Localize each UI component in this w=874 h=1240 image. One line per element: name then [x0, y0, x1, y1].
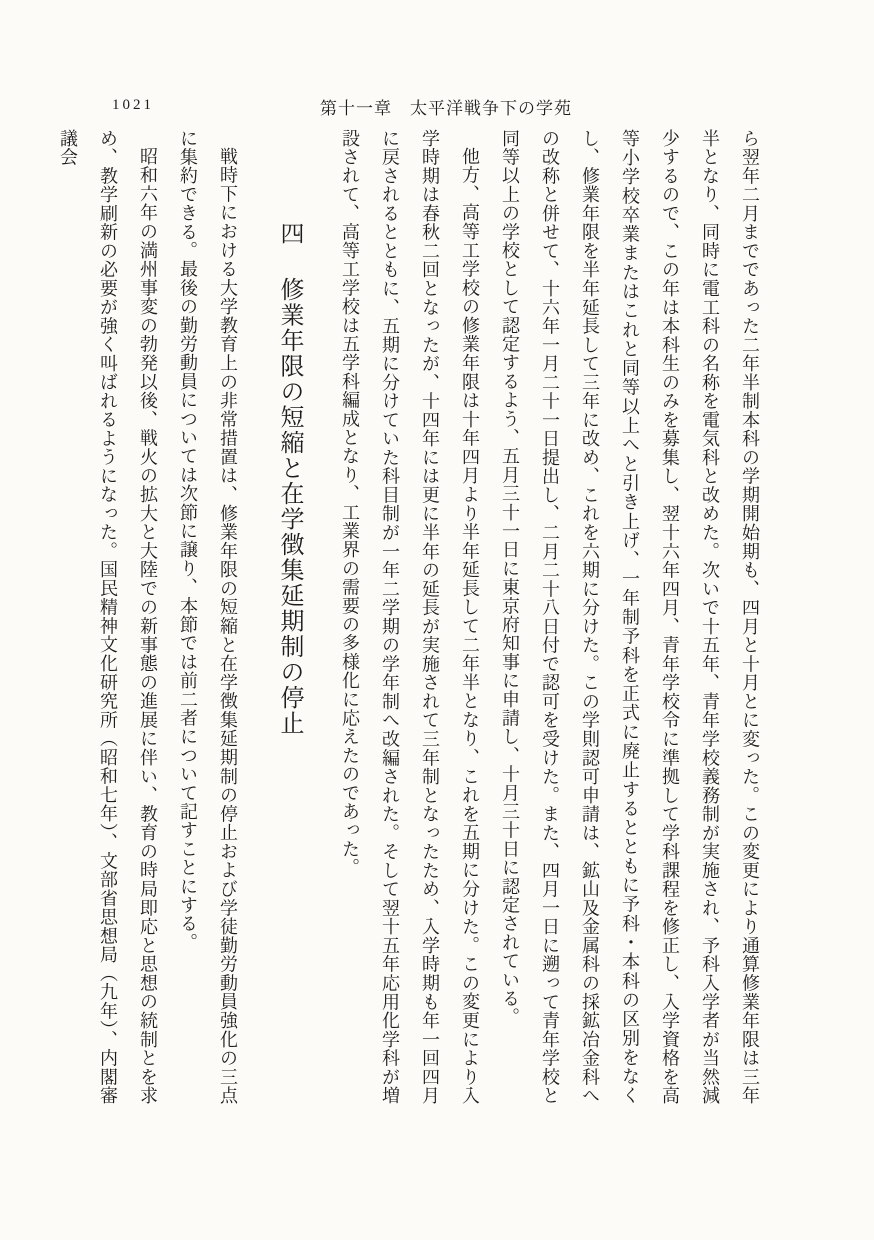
running-header-chapter-title: 第十一章 太平洋戦争下の学苑 [320, 99, 572, 118]
section-title: 修業年限の短縮と在学徴集延期制の停止 [276, 276, 302, 736]
paragraph-koto-kogakko: 他方、高等工学校の修業年限は十年四月より半年延長して二年半となり、これを五期に分けた。この変更により入学時期は春秋二回となったが、十四年には更に半年の延長が実施されて三年制となったため、入学時期も年一回四月に戻されるとともに、五期に分けていた科目制が一年二学期の学年制へ改編された。そして翌十五年応用化学科が増設されて、高等工学校は五学科編成となり、工業界の需要の多様化に応えたのであった。 [340, 129, 480, 1105]
section-heading [266, 129, 312, 1105]
page-number: 1021 [112, 97, 154, 113]
vertical-body-text [48, 129, 770, 1105]
paragraph-senjika: 戦時下における大学教育上の非常措置は、修業年限の短縮と在学徴集延期制の停止および学徒勤労動員強化の三点に集約できる。最後の勤労動員については次節に譲り、本節では前二者について記すことにする。 [178, 129, 238, 1105]
paragraph-showa6: 昭和六年の満州事変の勃発以後、戦火の拡大と大陸での新事態の進展に伴い、教育の時局即応と思想の統制とを求め、教学刷新の必要が強く叫ばれるようになった。国民精神文化研究所（昭和七年）、文部省思想局（九年）、内閣審議会 [58, 129, 158, 1105]
section-number: 四 [276, 221, 302, 247]
paragraph-continued-from-previous-page: ら翌年二月までであった二年半制本科の学期開始期も、四月と十月とに変った。この変更により通算修業年限は三年半となり、同時に電工科の名称を電気科と改めた。次いで十五年、青年学校義務制が実施され、予科入学者が当然減少するので、この年は本科生のみを募集し、翌十六年四月、青年学校令に準拠して学科課程を修正し、入学資格を高等小学校卒業またはこれと同等以上へと引き上げ、一年制予科を正式に廃止するとともに予科・本科の区別をなくし、修業年限を半年延長して三年に改め、これを六期に分けた。この学則認可申請は、鉱山及金属科の採鉱冶金科への改称と併せて、十六年一月二十一日提出し、二月二十八日付で認可を受けた。また、四月一日に遡って青年学校と同等以上の学校として認定するよう、五月三十一日に東京府知事に申請し、十月三十日に認定されている。 [500, 129, 760, 1105]
